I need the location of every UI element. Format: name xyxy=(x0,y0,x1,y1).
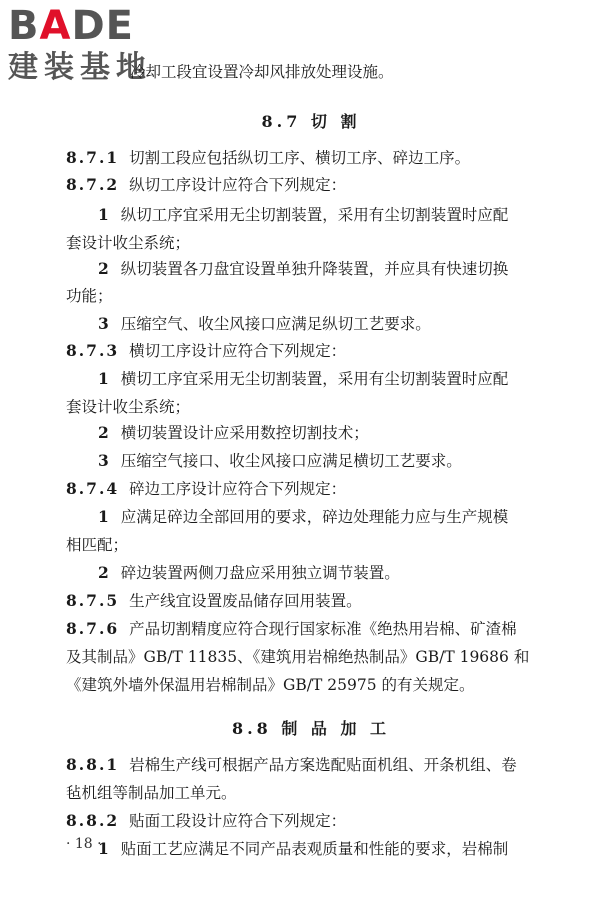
text-line xyxy=(98,507,508,527)
clause-number: 8.7.4 xyxy=(66,479,120,498)
line-text: 产品切割精度应符合现行国家标准《绝热用岩棉、矿渣棉 xyxy=(129,620,517,638)
text-line xyxy=(130,62,394,82)
line-text: 毡机组等制品加工单元。 xyxy=(66,784,237,802)
clause-number: 8.7.1 xyxy=(66,148,120,167)
line-text: 横切工序宜采用无尘切割装置，采用有尘切割装置时应配 xyxy=(120,370,509,388)
text-line xyxy=(66,675,475,695)
line-text: 贴面工段设计应符合下列规定： xyxy=(129,812,347,830)
line-text: 压缩空气、收尘风接口应满足纵切工艺要求。 xyxy=(120,315,431,333)
item-number: 1 xyxy=(98,507,109,526)
text-line xyxy=(98,563,400,583)
text-line xyxy=(98,451,462,471)
text-line xyxy=(66,341,346,361)
line-text: 套设计收尘系统； xyxy=(66,398,191,416)
text-line xyxy=(66,647,529,667)
line-text: 横切装置设计应采用数控切割技术； xyxy=(120,424,369,442)
text-line xyxy=(66,175,346,195)
line-text: 套设计收尘系统； xyxy=(66,234,191,252)
item-number: 3 xyxy=(98,451,109,470)
line-text: 碎边工序设计应符合下列规定： xyxy=(129,480,347,498)
item-number: 1 xyxy=(98,369,109,388)
line-text: 相匹配； xyxy=(66,536,129,554)
line-text: 应满足碎边全部回用的要求，碎边处理能力应与生产规模 xyxy=(120,508,509,526)
text-line xyxy=(98,205,508,225)
clause-number: 8.8.1 xyxy=(66,755,120,774)
clause-number: 8.7.6 xyxy=(66,619,120,638)
item-number: 1 xyxy=(98,205,109,224)
text-line xyxy=(66,148,470,168)
text-line xyxy=(98,423,369,443)
item-number: 2 xyxy=(98,563,109,582)
page-number: · 18 · xyxy=(66,836,102,852)
line-text: 《建筑外墙外保温用岩棉制品》GB/T 25975 的有关规定。 xyxy=(66,676,475,694)
logo-subtitle: 建装基地 xyxy=(8,50,152,85)
text-line xyxy=(66,591,362,611)
text-line xyxy=(98,839,508,859)
line-text: 纵切装置各刀盘宜设置单独升降装置，并应具有快速切换 xyxy=(120,260,509,278)
line-text: 横切工序设计应符合下列规定： xyxy=(129,342,347,360)
logo-brand: BADE xyxy=(8,3,134,49)
clause-number: 8.7.3 xyxy=(66,341,120,360)
text-line xyxy=(66,619,517,639)
text-line xyxy=(66,535,128,555)
section-heading: 8.8 制 品 加 工 xyxy=(231,719,391,738)
text-line xyxy=(66,811,346,831)
text-line xyxy=(98,369,508,389)
item-number: 3 xyxy=(98,314,109,333)
text-line xyxy=(66,783,237,803)
text-line xyxy=(66,397,190,417)
text-line xyxy=(98,314,431,334)
line-text: 压缩空气接口、收尘风接口应满足横切工艺要求。 xyxy=(120,452,462,470)
clause-number: 8.8.2 xyxy=(66,811,120,830)
clause-number: 8.7.5 xyxy=(66,591,120,610)
line-text: 碎边装置两侧刀盘应采用独立调节装置。 xyxy=(120,564,400,582)
text-line xyxy=(66,755,517,775)
item-number: 2 xyxy=(98,259,109,278)
text-line xyxy=(66,233,190,253)
line-text: 纵切工序宜采用无尘切割装置，采用有尘切割装置时应配 xyxy=(120,206,509,224)
text-line xyxy=(66,286,113,306)
line-text: 冷却工段宜设置冷却风排放处理设施。 xyxy=(130,63,394,81)
line-text: 及其制品》GB/T 11835、《建筑用岩棉绝热制品》GB/T 19686 和 xyxy=(66,648,530,666)
line-text: 切割工段应包括纵切工序、横切工序、碎边工序。 xyxy=(129,149,471,167)
item-number: 2 xyxy=(98,423,109,442)
item-number: 1 xyxy=(98,839,109,858)
text-line xyxy=(66,479,346,499)
line-text: 功能； xyxy=(66,287,113,305)
line-text: 岩棉生产线可根据产品方案选配贴面机组、开条机组、卷 xyxy=(129,756,517,774)
clause-number: 8.7.2 xyxy=(66,175,120,194)
line-text: 纵切工序设计应符合下列规定： xyxy=(129,176,347,194)
text-line xyxy=(98,259,508,279)
line-text: 生产线宜设置废品储存回用装置。 xyxy=(129,592,362,610)
line-text: 贴面工艺应满足不同产品表观质量和性能的要求，岩棉制 xyxy=(120,840,509,858)
section-heading: 8.7 切 割 xyxy=(261,112,361,131)
